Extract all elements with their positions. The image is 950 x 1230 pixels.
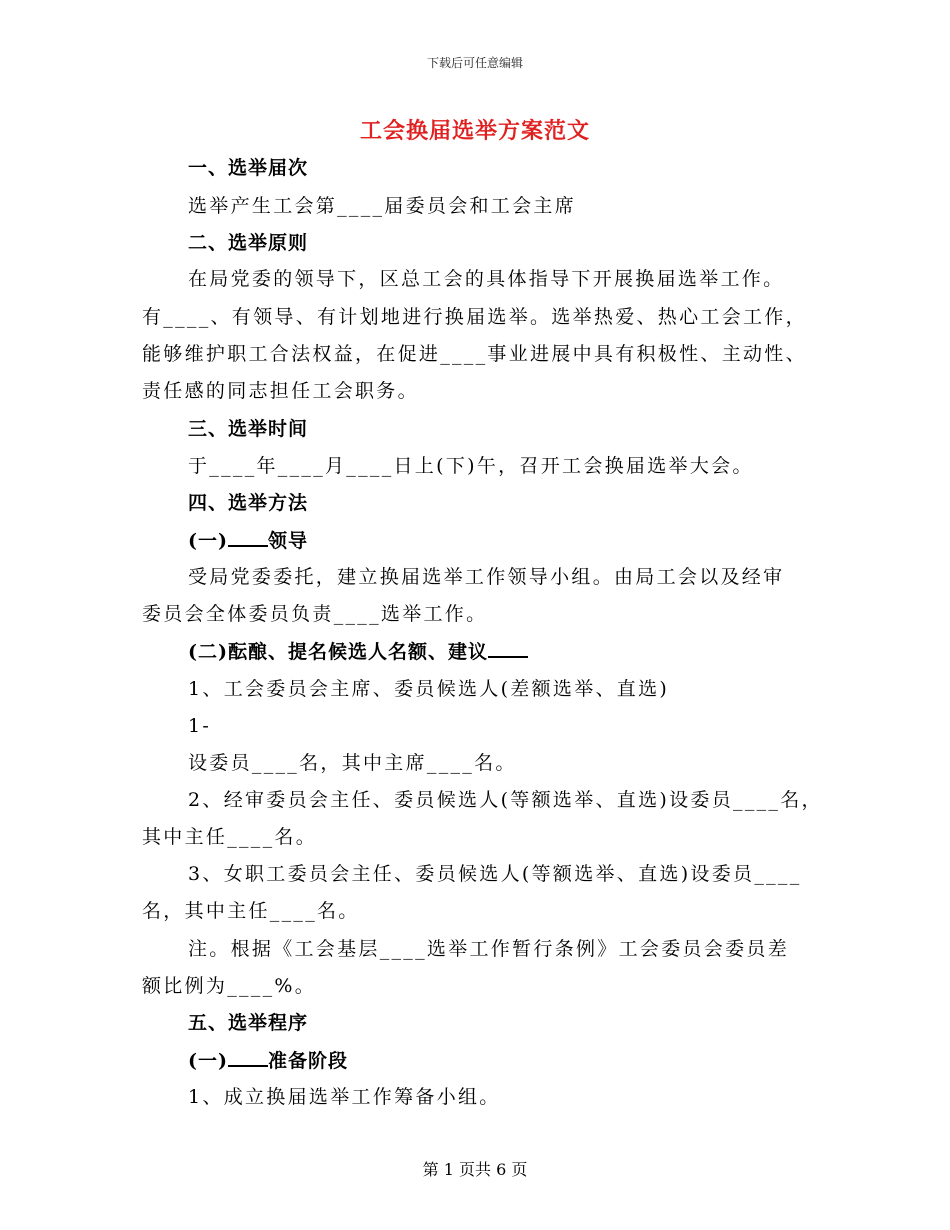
- paragraph-line: 于____年____月____日上(下)午，召开工会换届选举大会。: [188, 455, 754, 477]
- paragraph-line: 其中主任____名。: [142, 826, 318, 848]
- paragraph-line: 设委员____名，其中主席____名。: [188, 752, 517, 774]
- paragraph-line: 1、成立换届选举工作筹备小组。: [188, 1086, 501, 1108]
- paragraph-line: 3、女职工委员会主任、委员候选人(等额选举、直选)设委员____: [188, 863, 802, 885]
- subheading-line: [188, 1047, 348, 1074]
- subheading-text: 领导: [267, 530, 308, 552]
- paragraph-line: 委员会全体委员负责____选举工作。: [142, 603, 488, 625]
- subheading-number: (一): [188, 1050, 228, 1072]
- section-heading-4: 四、选举方法: [188, 492, 309, 514]
- paragraph-line: 2、经审委员会主任、委员候选人(等额选举、直选)设委员____名，: [188, 789, 823, 811]
- paragraph-line: 名，其中主任____名。: [142, 900, 360, 922]
- paragraph-line: 受局党委委托，建立换届选举工作领导小组。由局工会以及经审: [188, 566, 785, 588]
- paragraph-line: 1-: [188, 715, 212, 737]
- document-title: 工会换届选举方案范文: [359, 118, 590, 144]
- page-header: 下载后可任意编辑: [426, 56, 523, 70]
- paragraph-line: 有____、有领导、有计划地进行换届选举。选举热爱、热心工会工作，: [142, 306, 807, 328]
- subheading-number: (一): [188, 530, 228, 552]
- paragraph-line: 选举产生工会第____届委员会和工会主席: [188, 195, 577, 217]
- subheading-line: [188, 527, 308, 554]
- section-heading-3: 三、选举时间: [188, 418, 309, 440]
- paragraph-line: 注。根据《工会基层____选举工作暂行条例》工会委员会委员差: [188, 938, 790, 960]
- page-footer: 第 1 页共 6 页: [422, 1160, 528, 1179]
- blank-underline: [228, 527, 268, 547]
- section-heading-2: 二、选举原则: [188, 232, 309, 254]
- subheading-text: 准备阶段: [267, 1050, 348, 1072]
- blank-underline: [488, 638, 528, 658]
- paragraph-line: 在局党委的领导下，区总工会的具体指导下开展换届选举工作。: [188, 268, 785, 290]
- section-heading-5: 五、选举程序: [188, 1012, 309, 1034]
- paragraph-line: 1、工会委员会主席、委员候选人(差额选举、直选): [188, 678, 670, 700]
- paragraph-line: 额比例为____%。: [142, 975, 317, 997]
- paragraph-line: 能够维护职工合法权益，在促进____事业进展中具有积极性、主动性、: [142, 343, 807, 365]
- subheading-line: [188, 638, 528, 665]
- paragraph-line: 责任感的同志担任工会职务。: [142, 380, 419, 402]
- blank-underline: [228, 1047, 268, 1067]
- subheading-text: (二)酝酿、提名候选人名额、建议: [188, 641, 488, 663]
- section-heading-1: 一、选举届次: [188, 157, 309, 179]
